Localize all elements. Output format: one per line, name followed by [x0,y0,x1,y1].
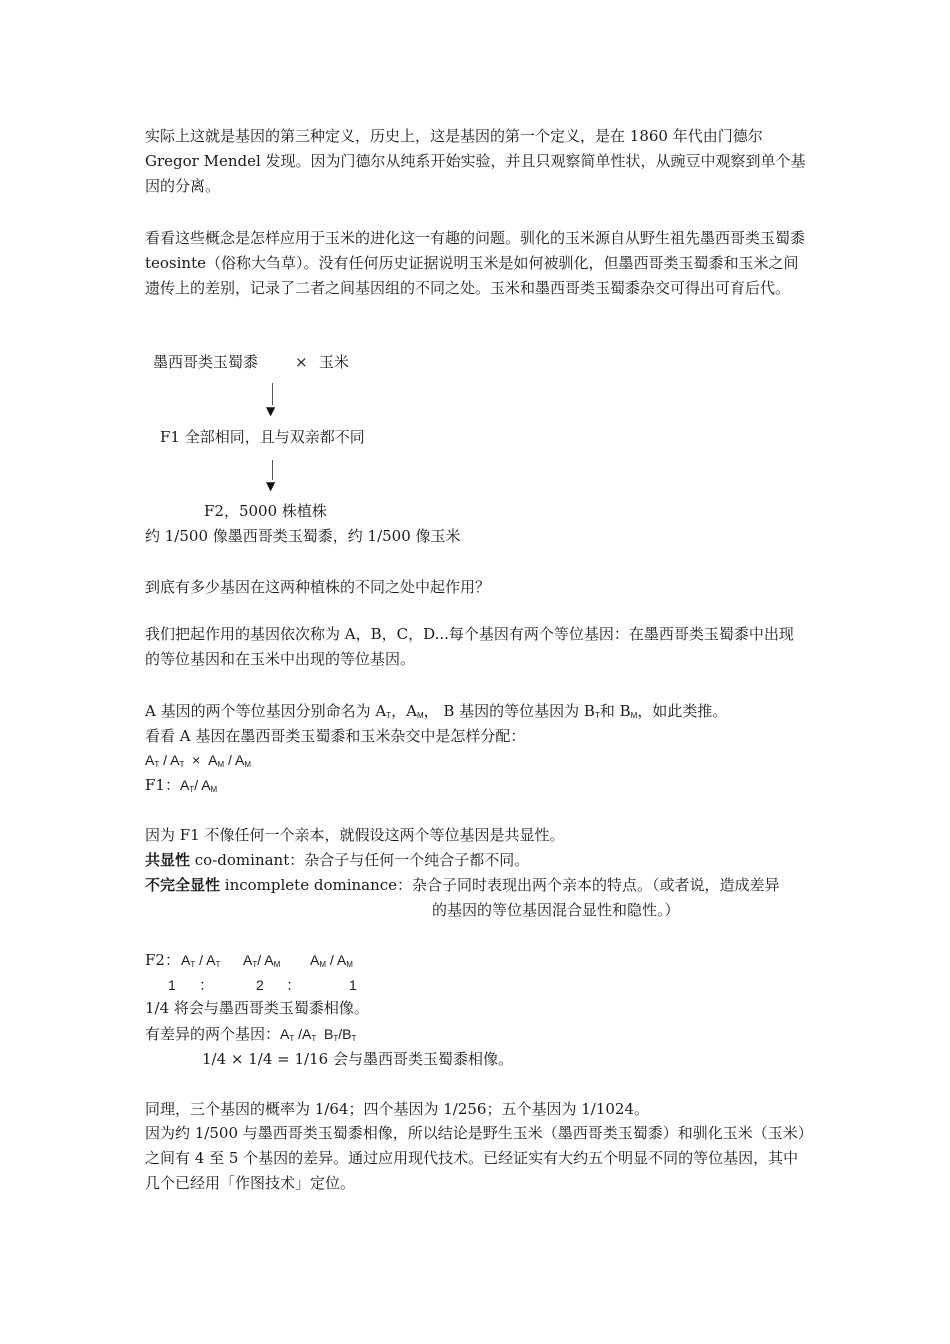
down-arrow-icon: ▼ [266,404,276,418]
allele-naming-line: A 基因的两个等位基因分别命名为 $A_T$，$A_M$， B 基因的等位基因为 $B_T$和 $B_M$，如此类推。 [145,702,728,720]
f2-genotypes: F2： [145,951,180,969]
two-genes-probability: 1/4 × 1/4 = 1/16 会与墨西哥类玉蜀黍相像。 [202,1050,513,1068]
incomplete-dominance-continued: 的基因的等位基因混合显性和隐性。） [432,901,680,919]
f2-plants: F2，5000 株植株 [204,502,327,520]
parent-maize: 玉米 [319,353,350,371]
f2-genotype-2: $A_T/$ $A_M$ [243,952,281,969]
cross-symbol: × [295,353,308,371]
codominant-definition: 共显性 co-dominant：杂合子与任何一个纯合子都不同。 [145,851,530,869]
codominance-assumption: 因为 F1 不像任何一个亲本，就假设这两个等位基因是共显性。 [145,826,565,844]
f2-ratio: 约 1/500 像墨西哥类玉蜀黍，约 1/500 像玉米 [145,527,461,545]
parental-genotypes: $A_T / A_T \times A_M / A_M$ [145,752,252,769]
f1-genotype: F1：$A_T/$ $A_M$ [145,776,218,794]
f1-result: F1 全部相同，且与双亲都不同 [160,428,365,446]
paragraph-maize-evolution: 看看这些概念是怎样应用于玉米的进化这一有趣的问题。驯化的玉米源自从野生祖先墨西哥类玉蜀黍 teosinte（俗称大刍草）。没有任何历史证据说明玉米是如何被驯化，但墨西哥类玉蜀黍和玉米之间遗传上的差别，记录了二者之间基因组的不同之处。玉米和墨西哥类玉蜀黍杂交可得出可育后代。 [145,229,806,297]
document-page: 实际上这就是基因的第三种定义，历史上，这是基因的第一个定义，是在 1860 年代由门德尔 Gregor Mendel 发现。因为门德尔从纯系开始实验，并且只观察简单性状，从豌豆中观察到单个基因的分离。 看看这些概念是怎样应用于玉米的进化这一有趣的问题。驯化的玉米源自从野生祖先墨西哥类玉蜀黍 teosinte（俗称大刍草）。没有任何历史证据说明玉米是如何被驯化，但墨西哥类玉蜀黍和玉米之间遗传上的差别，记录了二者之间基因组的不同之处。玉米和墨西哥类玉蜀黍杂交可得出可育后代。 墨西哥类玉蜀黍 × 玉米 ▼ F1 全部相同，且与双亲都不同 ▼ F2，5000 株植株 约 1/500 像墨西哥类玉蜀黍，约 1/500 像玉米 到底有多少基因在这两种植株的不同之处中起作用？ 我们把起作用的基因依次称为 A，B，C，D...每个基因有两个等位基因：在墨西哥类玉蜀黍中出现的等位基因和在玉米中出现的等位基因。 A 基因的两个等位基因分别命名为 $A_T$，$A_M$， B 基因的等位基因为 $B_T$和 $B_M$，如此类推。 看看 A 基因在墨西哥类玉蜀黍和玉米杂交中是怎样分配： $A_T / A_T \times A_M / A_M$ F1：$A_T/$ $A_M$ 因为 F1 不像任何一个亲本，就假设这两个等位基因是共显性。 共显性 co-dominant：杂合子与任何一个纯合子都不同。 不完全显性 incomplete dominance：杂合子同时表现出两个亲本的特点。（或者说，造成差异 的基因的等位基因混合显性和隐性。） F2： $A_T / A_T$ $A_T/$ $A_M$ $A_M / A_M$ 1 ： 2 ： 1 1/4 将会与墨西哥类玉蜀黍相像。 有差异的两个基因：$A_T$ $/A_T$ $B_T/B_T$ 1/4 × 1/4 = 1/16 会与墨西哥类玉蜀黍相像。 同理，三个基因的概率为 1/64；四个基因为 1/256；五个基因为 1/1024。 因为约 1/500 与墨西哥类玉蜀黍相像，所以结论是野生玉米（墨西哥类玉蜀黍）和驯化玉米（玉米）之间有 4 至 5 个基因的差异。通过应用现代技术。已经证实有大约五个明显不同的等位基因，其中几个已经用「作图技术」定位。 [0,0,950,1344]
conclusion-probabilities: 同理，三个基因的概率为 1/64；四个基因为 1/256；五个基因为 1/1024。 [145,1100,649,1118]
conclusion-paragraph: 因为约 1/500 与墨西哥类玉蜀黍相像，所以结论是野生玉米（墨西哥类玉蜀黍）和驯化玉米（玉米）之间有 4 至 5 个基因的差异。通过应用现代技术。已经证实有大约五个明显不同的等位基因，其中几个已经用「作图技术」定位。 [145,1124,806,1192]
parent-teosinte: 墨西哥类玉蜀黍 [153,353,259,371]
f2-genotype-3: $A_M / A_M$ [310,952,353,969]
question: 到底有多少基因在这两种植株的不同之处中起作用？ [145,578,491,596]
paragraph-mendel: 实际上这就是基因的第三种定义，历史上，这是基因的第一个定义，是在 1860 年代由门德尔 Gregor Mendel 发现。因为门德尔从纯系开始实验，并且只观察简单性状，从豌豆中观察到单个基因的分离。 [145,127,806,195]
f2-genotype-1: $A_T / A_T$ [181,952,221,969]
paragraph-genes: 我们把起作用的基因依次称为 A，B，C，D...每个基因有两个等位基因：在墨西哥类玉蜀黍中出现的等位基因和在玉米中出现的等位基因。 [145,625,794,668]
f2-quarter: 1/4 将会与墨西哥类玉蜀黍相像。 [145,999,369,1017]
two-genes-line: 有差异的两个基因：$A_T$ $/A_T$ $B_T/B_T$ [145,1025,357,1043]
arrow-line-2 [272,460,273,480]
arrow-line-1 [272,383,273,405]
down-arrow-icon: ▼ [266,479,276,493]
allele-cross-intro: 看看 A 基因在墨西哥类玉蜀黍和玉米杂交中是怎样分配： [145,727,526,745]
incomplete-dominance-definition: 不完全显性 incomplete dominance：杂合子同时表现出两个亲本的特点。（或者说，造成差异 [145,876,780,894]
